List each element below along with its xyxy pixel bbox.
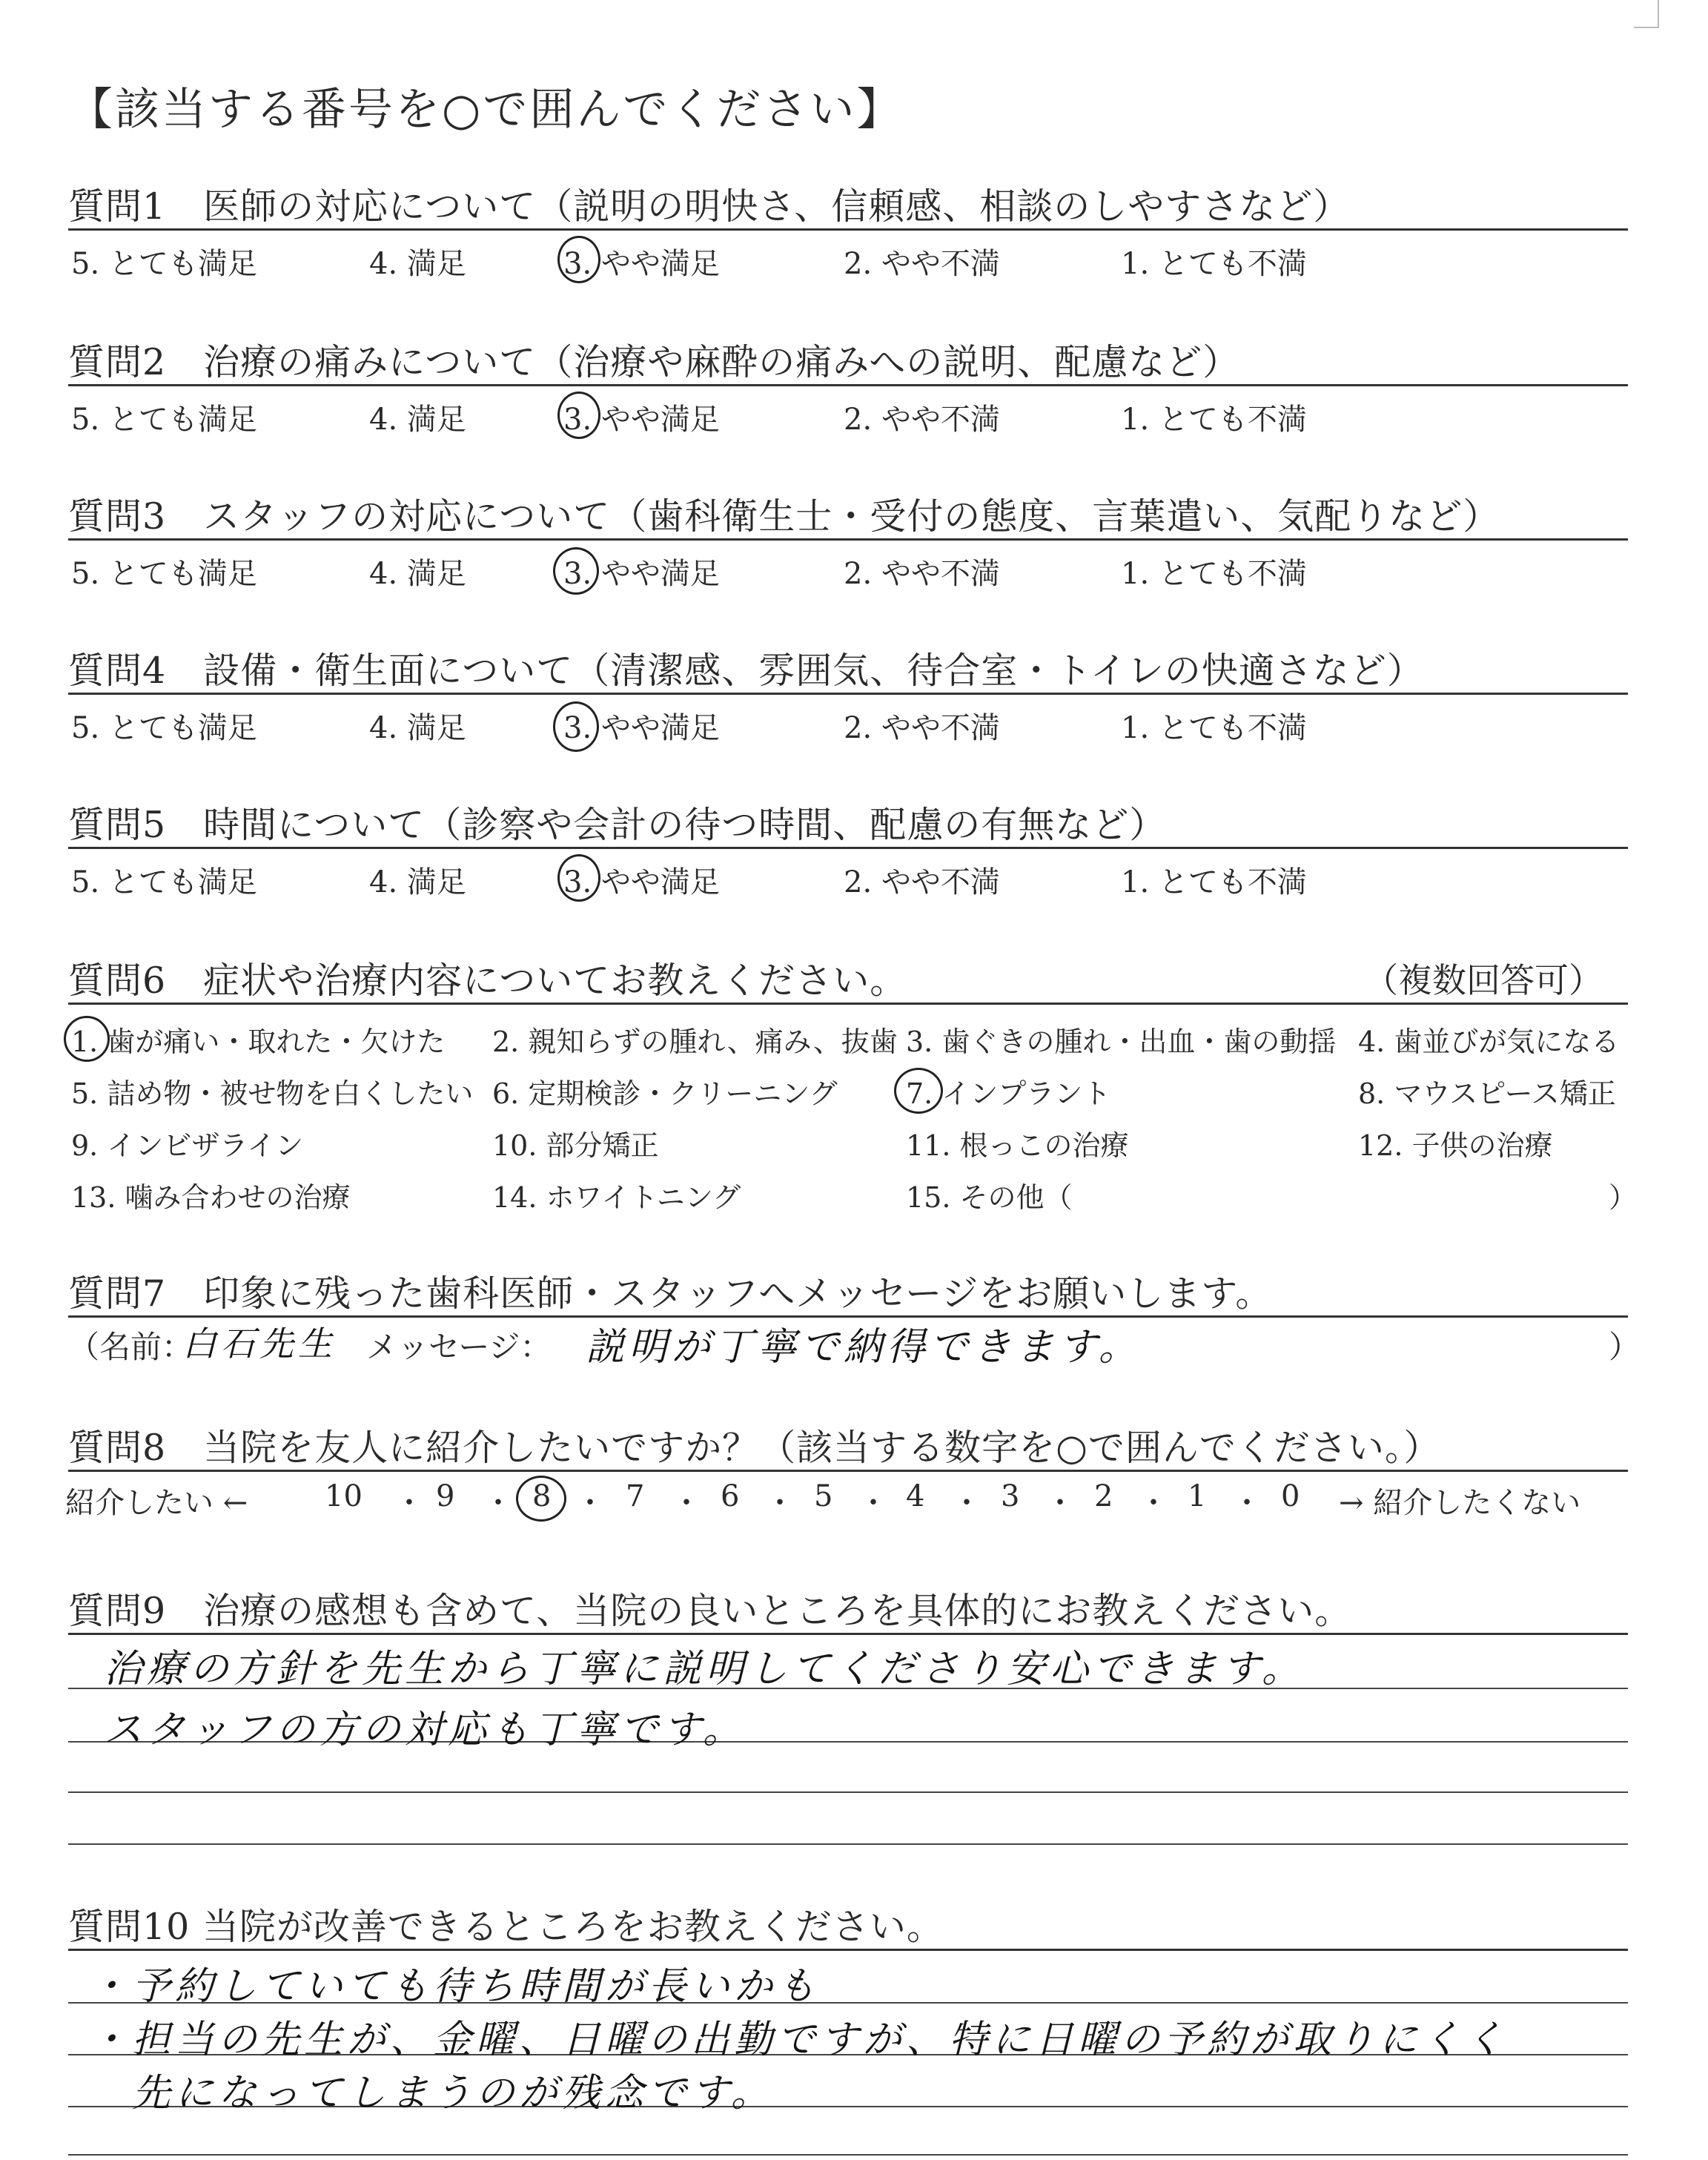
question-title: 質問9 治療の感想も含めて、当院の良いところを具体的にお教えください。 xyxy=(68,1590,1352,1632)
option-2[interactable]: 2. やや不満 xyxy=(844,865,1000,899)
symptom-item[interactable]: 7. インプラント xyxy=(906,1077,1111,1110)
symptom-item[interactable]: 14. ホワイトニング xyxy=(492,1181,741,1214)
symptom-item[interactable]: 12. 子供の治療 xyxy=(1358,1129,1553,1162)
symptom-item[interactable]: 4. 歯並びが気になる xyxy=(1358,1025,1620,1058)
symptom-item[interactable]: 1. 歯が痛い・取れた・欠けた xyxy=(71,1025,446,1058)
question-title: 質問2 治療の痛みについて（治療や麻酔の痛みへの説明、配慮など） xyxy=(68,341,1240,383)
symptom-item[interactable]: 15. その他（ xyxy=(906,1181,1073,1214)
option-4[interactable]: 4. 満足 xyxy=(369,711,466,745)
question-title: 質問4 設備・衛生面について（清潔感、雰囲気、待合室・トイレの快適さなど） xyxy=(68,650,1424,692)
scale-number-10[interactable]: 10 xyxy=(325,1479,363,1513)
symptom-item[interactable]: 3. 歯ぐきの腫れ・出血・歯の動揺 xyxy=(906,1025,1337,1058)
selection-circle xyxy=(557,236,600,283)
scale-separator: ・ xyxy=(394,1486,424,1520)
question-title: 質問7 印象に残った歯科医師・スタッフへメッセージをお願いします。 xyxy=(68,1272,1273,1315)
scale-left-label: 紹介したい ← xyxy=(65,1486,248,1520)
option-3[interactable]: 3. やや満足 xyxy=(563,247,720,281)
name-label: （名前： xyxy=(68,1329,193,1365)
rule-line xyxy=(68,1949,1628,1951)
scale-number-9[interactable]: 9 xyxy=(436,1479,455,1513)
other-close-paren: ） xyxy=(1609,1181,1638,1214)
selection-circle xyxy=(557,854,600,902)
answer-line xyxy=(68,1791,1628,1793)
option-2[interactable]: 2. やや不満 xyxy=(844,557,1000,591)
scan-corner-mark xyxy=(1634,27,1659,28)
option-1[interactable]: 1. とても不満 xyxy=(1121,247,1307,281)
handwritten-answer-line[interactable]: ・担当の先生が、金曜、日曜の出勤ですが、特に日曜の予約が取りにくく xyxy=(89,2018,1509,2062)
scale-number-0[interactable]: 0 xyxy=(1281,1479,1300,1513)
option-1[interactable]: 1. とても不満 xyxy=(1121,557,1307,591)
option-1[interactable]: 1. とても不満 xyxy=(1121,403,1307,437)
option-2[interactable]: 2. やや不満 xyxy=(844,711,1000,745)
handwritten-answer-line[interactable]: ・予約していても待ち時間が長いかも xyxy=(89,1964,821,2009)
rule-line xyxy=(68,1633,1628,1635)
option-5[interactable]: 5. とても満足 xyxy=(71,865,257,899)
selection-circle xyxy=(553,701,599,752)
scale-number-6[interactable]: 6 xyxy=(721,1479,740,1513)
option-3[interactable]: 3. やや満足 xyxy=(563,865,720,899)
symptom-item[interactable]: 5. 詰め物・被せ物を白くしたい xyxy=(71,1077,474,1110)
multiple-answer-note: （複数回答可） xyxy=(1364,960,1603,1000)
scale-separator: ・ xyxy=(483,1486,513,1520)
message-label: メッセージ： xyxy=(366,1329,552,1365)
scale-number-3[interactable]: 3 xyxy=(1001,1479,1020,1513)
question-title: 質問10 当院が改善できるところをお教えください。 xyxy=(68,1906,944,1948)
option-2[interactable]: 2. やや不満 xyxy=(844,403,1000,437)
selection-circle xyxy=(557,392,600,439)
question-title: 質問6 症状や治療内容についてお教えください。 xyxy=(68,960,907,1002)
option-2[interactable]: 2. やや不満 xyxy=(844,247,1000,281)
answer-line xyxy=(68,1843,1628,1845)
option-5[interactable]: 5. とても満足 xyxy=(71,247,257,281)
rule-line xyxy=(68,1003,1628,1005)
symptom-item[interactable]: 11. 根っこの治療 xyxy=(906,1129,1129,1162)
rule-line xyxy=(68,228,1628,231)
symptom-item[interactable]: 13. 噛み合わせの治療 xyxy=(71,1181,351,1214)
scale-separator: ・ xyxy=(672,1486,701,1520)
scale-number-2[interactable]: 2 xyxy=(1094,1479,1113,1513)
question-title: 質問5 時間について（診察や会計の待つ時間、配慮の有無など） xyxy=(68,804,1167,846)
symptom-item[interactable]: 9. インビザライン xyxy=(71,1129,304,1162)
scale-separator: ・ xyxy=(575,1486,605,1520)
scale-separator: ・ xyxy=(1045,1486,1075,1520)
option-3[interactable]: 3. やや満足 xyxy=(563,403,720,437)
scale-separator: ・ xyxy=(1232,1486,1262,1520)
scale-number-8[interactable]: 8 xyxy=(532,1479,552,1513)
option-5[interactable]: 5. とても満足 xyxy=(71,711,257,745)
scale-separator: ・ xyxy=(952,1486,982,1520)
scale-separator: ・ xyxy=(858,1486,888,1520)
option-3[interactable]: 3. やや満足 xyxy=(563,557,720,591)
scale-separator: ・ xyxy=(765,1486,795,1520)
handwritten-answer-line[interactable]: スタッフの方の対応も丁寧です。 xyxy=(104,1708,746,1752)
selection-circle xyxy=(516,1476,566,1522)
scale-number-7[interactable]: 7 xyxy=(626,1479,645,1513)
question-title: 質問1 医師の対応について（説明の明快さ、信頼感、相談のしやすさなど） xyxy=(68,185,1351,228)
option-1[interactable]: 1. とても不満 xyxy=(1121,711,1307,745)
selection-circle xyxy=(894,1068,943,1114)
symptom-item[interactable]: 8. マウスピース矯正 xyxy=(1358,1077,1616,1110)
option-4[interactable]: 4. 満足 xyxy=(369,557,466,591)
scale-right-label: → 紹介したくない xyxy=(1339,1486,1581,1520)
rule-line xyxy=(68,693,1628,695)
symptom-item[interactable]: 10. 部分矯正 xyxy=(492,1129,659,1162)
option-4[interactable]: 4. 満足 xyxy=(369,865,466,899)
option-4[interactable]: 4. 満足 xyxy=(369,247,466,281)
question-title: 質問8 当院を友人に紹介したいですか？（該当する数字を○で囲んでください。） xyxy=(68,1427,1441,1469)
option-1[interactable]: 1. とても不満 xyxy=(1121,865,1307,899)
scale-number-5[interactable]: 5 xyxy=(814,1479,833,1513)
handwritten-message[interactable]: 説明が丁寧で納得できます。 xyxy=(586,1325,1142,1370)
answer-line xyxy=(68,2154,1628,2156)
message-close-paren: ） xyxy=(1609,1329,1641,1365)
handwritten-answer-line[interactable]: 治療の方針を先生から丁寧に説明してくださり安心できます。 xyxy=(104,1647,1305,1691)
option-3[interactable]: 3. やや満足 xyxy=(563,711,720,745)
selection-circle xyxy=(64,1016,110,1062)
scale-number-1[interactable]: 1 xyxy=(1188,1479,1207,1513)
scale-separator: ・ xyxy=(1139,1486,1168,1520)
selection-circle xyxy=(553,547,599,595)
scan-corner-mark xyxy=(1658,0,1659,28)
rule-line xyxy=(68,384,1628,386)
scale-number-4[interactable]: 4 xyxy=(906,1479,925,1513)
rule-line xyxy=(68,847,1628,849)
symptom-item[interactable]: 2. 親知らずの腫れ、痛み、抜歯 xyxy=(492,1025,898,1058)
option-4[interactable]: 4. 満足 xyxy=(369,403,466,437)
rule-line xyxy=(68,538,1628,541)
symptom-item[interactable]: 6. 定期検診・クリーニング xyxy=(492,1077,838,1110)
option-5[interactable]: 5. とても満足 xyxy=(71,403,257,437)
option-5[interactable]: 5. とても満足 xyxy=(71,557,257,591)
page-header: 【該当する番号を○で囲んでください】 xyxy=(68,84,904,136)
handwritten-answer-line[interactable]: 先になってしまうのが残念です。 xyxy=(89,2071,774,2116)
handwritten-name[interactable]: 白石先生 xyxy=(182,1324,337,1364)
rule-line xyxy=(68,1470,1628,1472)
question-title: 質問3 スタッフの対応について（歯科衛生士・受付の態度、言葉遣い、気配りなど） xyxy=(68,495,1500,538)
